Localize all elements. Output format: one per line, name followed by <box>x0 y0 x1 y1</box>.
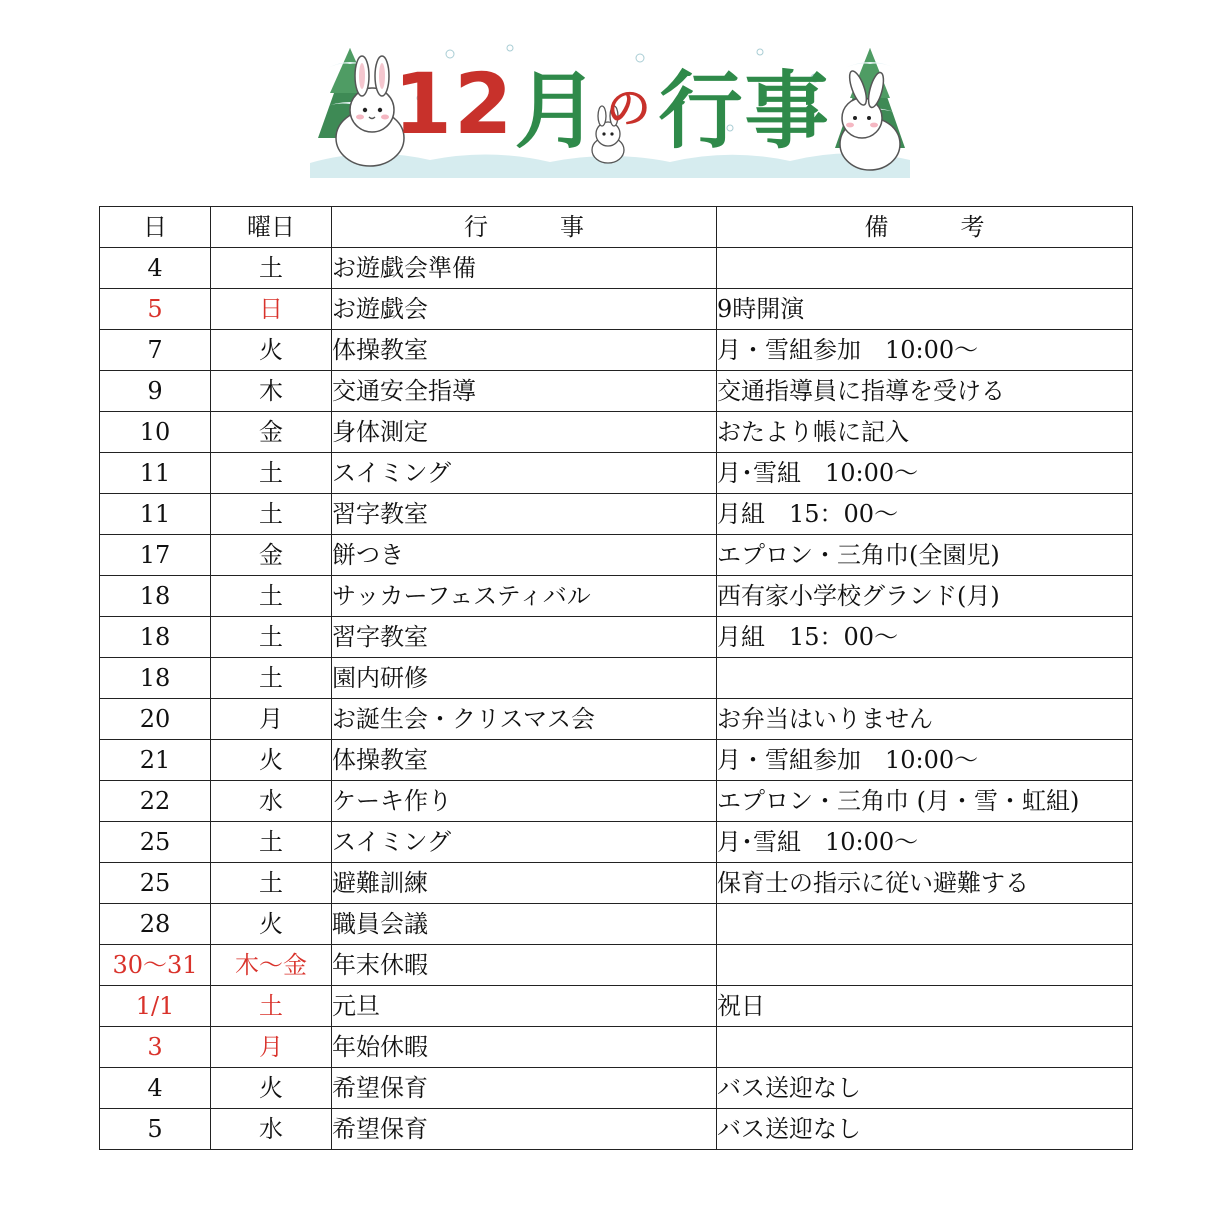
table-row <box>100 986 1133 1027</box>
cell-day: 11 <box>100 453 211 494</box>
title-no: の <box>606 83 653 134</box>
cell-event: お遊戯会準備 <box>332 248 717 289</box>
cell-note: 月･雪組 10:00〜 <box>717 822 1133 863</box>
cell-event: 希望保育 <box>332 1109 717 1150</box>
cell-day: 18 <box>100 617 211 658</box>
cell-note: バス送迎なし <box>717 1068 1133 1109</box>
header-note: 備 考 <box>717 207 1133 248</box>
cell-note: 祝日 <box>717 986 1133 1027</box>
cell-day: 7 <box>100 330 211 371</box>
table-header-row <box>100 207 1133 248</box>
table-row <box>100 822 1133 863</box>
cell-weekday: 木 <box>211 371 332 412</box>
cell-note: おたより帳に記入 <box>717 412 1133 453</box>
cell-weekday: 土 <box>211 494 332 535</box>
cell-weekday: 土 <box>211 822 332 863</box>
cell-day: 9 <box>100 371 211 412</box>
cell-event: サッカーフェスティバル <box>332 576 717 617</box>
cell-note: 9時開演 <box>717 289 1133 330</box>
cell-note <box>717 945 1133 986</box>
table-row <box>100 658 1133 699</box>
cell-weekday: 土 <box>211 248 332 289</box>
cell-day: 17 <box>100 535 211 576</box>
cell-note: 西有家小学校グランド(月) <box>717 576 1133 617</box>
cell-day: 4 <box>100 248 211 289</box>
cell-note: お弁当はいりません <box>717 699 1133 740</box>
title-number: 12 <box>393 55 515 153</box>
cell-event: 体操教室 <box>332 330 717 371</box>
cell-day: 20 <box>100 699 211 740</box>
cell-event: 年始休暇 <box>332 1027 717 1068</box>
cell-weekday: 土 <box>211 863 332 904</box>
table-row <box>100 1027 1133 1068</box>
cell-day: 10 <box>100 412 211 453</box>
cell-event: 職員会議 <box>332 904 717 945</box>
cell-weekday: 水 <box>211 1109 332 1150</box>
cell-event: 習字教室 <box>332 617 717 658</box>
cell-day: 18 <box>100 576 211 617</box>
event-schedule-table <box>99 206 1133 1150</box>
table-row <box>100 617 1133 658</box>
cell-weekday: 火 <box>211 330 332 371</box>
cell-note: エプロン・三角巾(全園児) <box>717 535 1133 576</box>
cell-event: 身体測定 <box>332 412 717 453</box>
cell-day: 18 <box>100 658 211 699</box>
cell-day: 30〜31 <box>100 945 211 986</box>
table-row <box>100 740 1133 781</box>
cell-event: スイミング <box>332 822 717 863</box>
cell-weekday: 火 <box>211 740 332 781</box>
table-row <box>100 699 1133 740</box>
cell-event: 避難訓練 <box>332 863 717 904</box>
cell-weekday: 日 <box>211 289 332 330</box>
table-row <box>100 412 1133 453</box>
cell-weekday: 木〜金 <box>211 945 332 986</box>
cell-event: スイミング <box>332 453 717 494</box>
table-row <box>100 453 1133 494</box>
cell-event: 園内研修 <box>332 658 717 699</box>
cell-note: 月・雪組参加 10:00〜 <box>717 740 1133 781</box>
table-row <box>100 371 1133 412</box>
cell-day: 4 <box>100 1068 211 1109</box>
cell-weekday: 土 <box>211 658 332 699</box>
cell-weekday: 土 <box>211 617 332 658</box>
cell-event: ケーキ作り <box>332 781 717 822</box>
cell-weekday: 水 <box>211 781 332 822</box>
cell-note <box>717 248 1133 289</box>
cell-note: エプロン・三角巾 (月・雪・虹組) <box>717 781 1133 822</box>
cell-day: 22 <box>100 781 211 822</box>
table-row <box>100 248 1133 289</box>
cell-note: バス送迎なし <box>717 1109 1133 1150</box>
header-weekday: 曜日 <box>211 207 332 248</box>
cell-event: お遊戯会 <box>332 289 717 330</box>
cell-event: お誕生会・クリスマス会 <box>332 699 717 740</box>
table-row <box>100 904 1133 945</box>
cell-weekday: 月 <box>211 1027 332 1068</box>
cell-day: 21 <box>100 740 211 781</box>
table-row <box>100 576 1133 617</box>
title-month: 月 <box>514 61 601 160</box>
cell-weekday: 土 <box>211 453 332 494</box>
cell-note: 交通指導員に指導を受ける <box>717 371 1133 412</box>
table-row <box>100 289 1133 330</box>
cell-event: 体操教室 <box>332 740 717 781</box>
cell-note <box>717 904 1133 945</box>
table-row <box>100 494 1133 535</box>
cell-note: 月組 15：00〜 <box>717 494 1133 535</box>
cell-event: 年末休暇 <box>332 945 717 986</box>
cell-note: 月組 15：00〜 <box>717 617 1133 658</box>
table-row <box>100 863 1133 904</box>
table-body <box>100 248 1133 1150</box>
cell-event: 習字教室 <box>332 494 717 535</box>
cell-day: 1/1 <box>100 986 211 1027</box>
cell-note <box>717 1027 1133 1068</box>
cell-note: 保育士の指示に従い避難する <box>717 863 1133 904</box>
cell-day: 28 <box>100 904 211 945</box>
header-day: 日 <box>100 207 211 248</box>
banner-title <box>393 44 831 164</box>
cell-event: 交通安全指導 <box>332 371 717 412</box>
cell-day: 3 <box>100 1027 211 1068</box>
header-banner <box>310 38 910 178</box>
cell-event: 希望保育 <box>332 1068 717 1109</box>
cell-note: 月･雪組 10:00〜 <box>717 453 1133 494</box>
cell-day: 5 <box>100 289 211 330</box>
cell-day: 11 <box>100 494 211 535</box>
cell-day: 25 <box>100 863 211 904</box>
header-event: 行 事 <box>332 207 717 248</box>
table-row <box>100 945 1133 986</box>
table-row <box>100 781 1133 822</box>
cell-note: 月・雪組参加 10:00〜 <box>717 330 1133 371</box>
cell-weekday: 火 <box>211 1068 332 1109</box>
cell-day: 25 <box>100 822 211 863</box>
table-row <box>100 1109 1133 1150</box>
table-row <box>100 535 1133 576</box>
cell-event: 元旦 <box>332 986 717 1027</box>
cell-event: 餅つき <box>332 535 717 576</box>
title-events: 行事 <box>658 61 831 160</box>
cell-weekday: 金 <box>211 535 332 576</box>
table-row <box>100 330 1133 371</box>
cell-weekday: 土 <box>211 576 332 617</box>
cell-weekday: 金 <box>211 412 332 453</box>
cell-weekday: 土 <box>211 986 332 1027</box>
cell-day: 5 <box>100 1109 211 1150</box>
cell-weekday: 月 <box>211 699 332 740</box>
cell-weekday: 火 <box>211 904 332 945</box>
table-row <box>100 1068 1133 1109</box>
cell-note <box>717 658 1133 699</box>
